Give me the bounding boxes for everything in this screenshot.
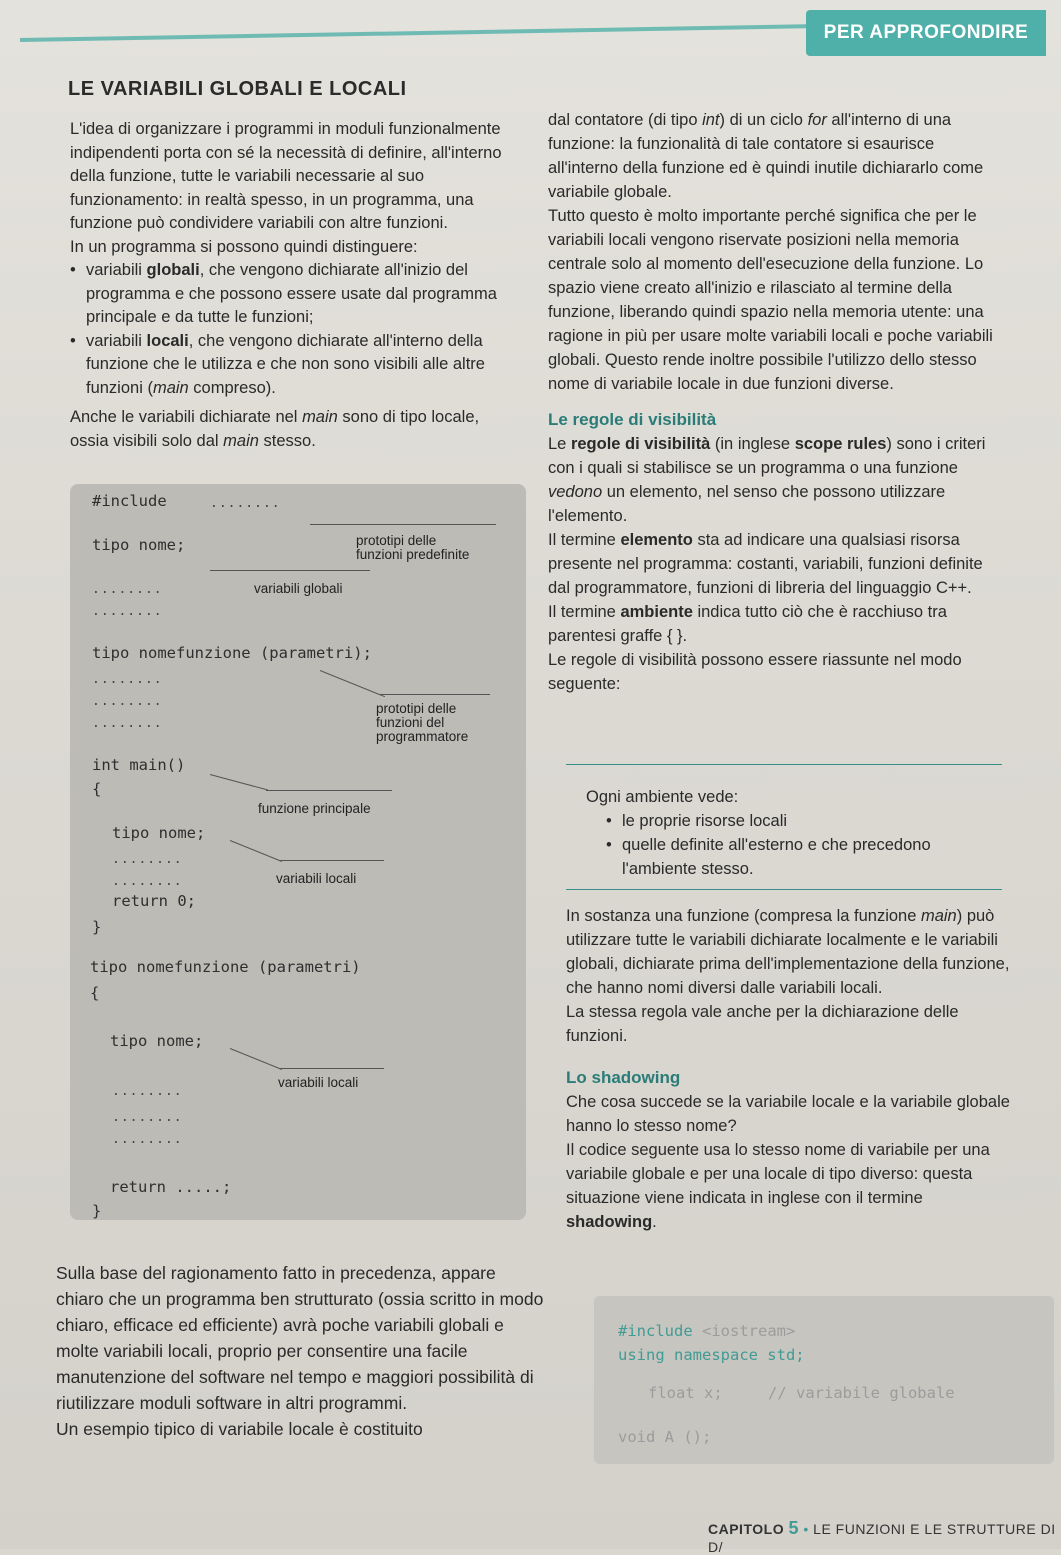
page-footer: CAPITOLO 5 • LE FUNZIONI E LE STRUTTURE DI D/	[708, 1518, 1056, 1555]
code-include: #include	[92, 492, 167, 510]
rule-heading: Ogni ambiente vede:	[586, 788, 739, 806]
section-banner: PER APPROFONDIRE	[806, 10, 1046, 56]
scope-rules-paragraph: Le regole di visibilità (in inglese scope rules) sono i criteri con i quali si stabilisce se un programma o una funzione vedono un elemento, nel senso che possono utilizzare l'elemento.	[548, 435, 986, 525]
distinguish-paragraph: In un programma si possono quindi distinguere:	[70, 237, 418, 256]
code-dots: ........	[92, 604, 163, 619]
code-dots: ........	[92, 716, 163, 731]
variable-types-list	[70, 259, 520, 400]
in-sostanza-paragraph: In sostanza una funzione (compresa la funzione main) può utilizzare tutte le variabili dichiarate localmente e le variabili globali, dichiarate prima dell'implementazione della funzione, che hanno nomi diversi dalle variabili locali.	[566, 907, 1010, 997]
main-local-paragraph: Anche le variabili dichiarate nel main sono di tipo locale, ossia visibili solo dal main stesso.	[70, 408, 480, 450]
note-variabili-locali-func: variabili locali	[278, 1075, 359, 1090]
note-variabili-locali-main: variabili locali	[276, 871, 357, 886]
code-open-brace: {	[92, 780, 102, 798]
right-column	[548, 108, 998, 696]
rule-item-external: • quelle definite all'esterno e che precedono l'ambiente stesso.	[620, 833, 1002, 881]
code-function-def: tipo nomefunzione (parametri)	[90, 958, 361, 976]
memory-paragraph: Tutto questo è molto importante perché significa che per le variabili locali vengono riservate posizioni nella memoria centrale solo al momento dell'esecuzione della funzione. Lo spazio viene creato all'inizio e rilasciato al termine della funzione, liberando quindi spazio nella memoria utente: una ragione in più per usare molte variabili locali e poche variabili globali. Questo rende inoltre possibile l'utilizzo dello stesso nome di variabile locale in due funzioni diverse.	[548, 207, 993, 393]
code2-void: void A ();	[618, 1428, 712, 1446]
code-dots: ........	[92, 582, 163, 597]
code-close-brace: }	[92, 918, 102, 936]
code2-comment: // variabile globale	[768, 1384, 955, 1402]
visibility-rule-box	[566, 764, 1002, 890]
conclusion-paragraph: Sulla base del ragionamento fatto in precedenza, appare chiaro che un programma ben strutturato (ossia scritto in modo chiaro, efficace ed efficiente) avrà poche variabili globali e molte variabili locali, proprio per consentire una facile manutenzione del software nel tempo e maggiori possibilità di riutilizzare moduli software in altri programmi.	[56, 1263, 544, 1413]
code-dots: ........	[210, 496, 281, 511]
note-funzione-principale: funzione principale	[258, 801, 371, 816]
code-dots: ........	[112, 874, 183, 889]
code-tipo-nome: tipo nome;	[92, 536, 186, 554]
code-close-brace-2: }	[92, 1202, 102, 1220]
shadowing-code-box	[594, 1296, 1054, 1464]
code-dots: ........	[92, 672, 163, 687]
code-dots: ........	[112, 1084, 183, 1099]
code-tipo-nome-main: tipo nome;	[112, 824, 206, 842]
rule-list	[586, 809, 1002, 881]
code-dots: ........	[92, 694, 163, 709]
heading-visibilita: Le regole di visibilità	[548, 410, 717, 429]
left-column	[70, 118, 520, 453]
list-item-globali: • variabili globali, che vengono dichiarate all'inizio del programma e che possono essere usate dal programma principale e da tutte le funzioni;	[84, 259, 520, 330]
rule-item-local: • le proprie risorse locali	[620, 809, 1002, 833]
code-open-brace-2: {	[90, 984, 100, 1002]
example-paragraph: Un esempio tipico di variabile locale è costituito	[56, 1419, 423, 1439]
note-prototipi-programmatore: prototipi delle funzioni del programmatore	[376, 701, 469, 744]
note-variabili-globali: variabili globali	[254, 581, 343, 596]
code2-using: using namespace std;	[618, 1346, 805, 1364]
bottom-left-text	[56, 1260, 546, 1442]
summary-intro-paragraph: Le regole di visibilità possono essere riassunte nel modo seguente:	[548, 651, 962, 693]
shadowing-paragraph: Il codice seguente usa lo stesso nome di variabile per una variabile globale e per una locale di tipo diverso: questa situazione viene indicata in inglese con il termine shadowing.	[566, 1141, 990, 1231]
list-item-locali: • variabili locali, che vengono dichiarate all'interno della funzione che le utilizza e che non sono visibili alle altre funzioni (main compreso).	[84, 330, 520, 401]
ambiente-paragraph: Il termine ambiente indica tutto ciò che è racchiuso tra parentesi graffe { }.	[548, 603, 947, 645]
elemento-paragraph: Il termine elemento sta ad indicare una qualsiasi risorsa presente nel programma: costanti, variabili, funzioni definite dal programmatore, funzioni di libreria del linguaggio C++.	[548, 531, 983, 597]
same-rule-paragraph: La stessa regola vale anche per la dichiarazione delle funzioni.	[566, 1003, 959, 1045]
shadowing-question: Che cosa succede se la variabile locale e la variabile globale hanno lo stesso nome?	[566, 1093, 1010, 1135]
right-column-lower	[566, 904, 1018, 1234]
code-tipo-nome-func: tipo nome;	[110, 1032, 204, 1050]
code-dots: ........	[112, 1132, 183, 1147]
note-prototipi-predefinite: prototipi delle funzioni predefinite	[356, 533, 470, 562]
page-title: LE VARIABILI GLOBALI E LOCALI	[68, 78, 407, 100]
code-int-main: int main()	[92, 756, 186, 774]
intro-paragraph: L'idea di organizzare i programmi in moduli funzionalmente indipendenti porta con sé la necessità di definire, all'interno della funzione, tutte le variabili necessarie al suo funzionamento: in realtà spesso, in un programma, una funzione può condividere variabili con altre funzioni.	[70, 120, 502, 232]
code2-float: float x;	[648, 1384, 723, 1402]
program-structure-box	[70, 484, 526, 1220]
code-dots: ........	[112, 852, 183, 867]
code-dots: ........	[112, 1110, 183, 1125]
code-return-dots: return .....;	[110, 1178, 232, 1196]
code-return-0: return 0;	[112, 892, 196, 910]
heading-shadowing: Lo shadowing	[566, 1068, 681, 1087]
code-prototype-1: tipo nomefunzione (parametri);	[92, 644, 372, 662]
code2-include: #include <iostream>	[618, 1322, 796, 1340]
top-rule	[20, 24, 820, 42]
for-counter-paragraph: dal contatore (di tipo int) di un ciclo for all'interno di una funzione: la funzionalità di tale contatore si esaurisce all'interno della funzione ed è quindi inutile dichiararlo come variabile globale.	[548, 111, 984, 201]
